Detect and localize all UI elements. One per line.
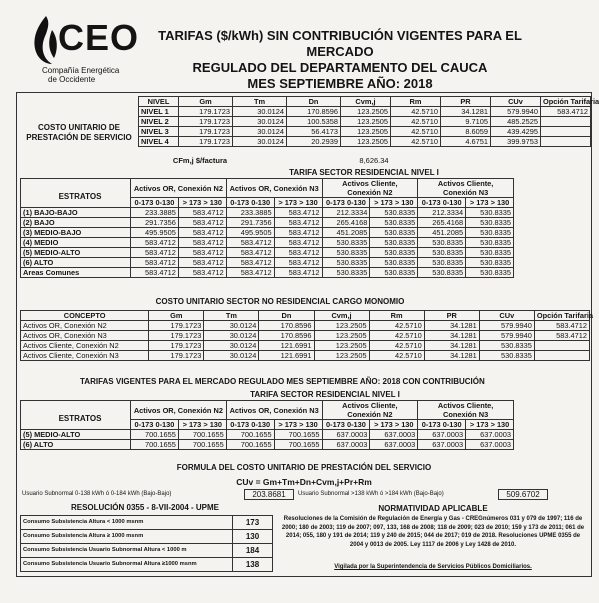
range-header: > 173 > 130: [274, 198, 322, 208]
table-cell: 42.5710: [391, 127, 441, 137]
range-header: 0-173 0-130: [226, 198, 274, 208]
table-row: [21, 440, 514, 450]
table-cell: 30.0124: [204, 341, 259, 351]
logo-subtitle: [42, 66, 119, 84]
table-cell: 530.8335: [418, 248, 466, 258]
table-cell: Consumo Subsistencia Usuario Subnormal Altura ≥1000 msnm: [21, 558, 233, 572]
table-cell: 399.9753: [491, 137, 541, 147]
table-row: [21, 208, 514, 218]
table-cell: 212.3334: [418, 208, 466, 218]
cfj-value: 8,626.34: [359, 156, 389, 165]
table-cell: 170.8596: [287, 107, 341, 117]
table-cell: 30.0124: [204, 351, 259, 361]
costo-header-cell: Cvm,j: [341, 97, 391, 107]
table-cell: 34.1281: [441, 107, 491, 117]
table-cell: 179.1723: [149, 351, 204, 361]
table-cell: 583.4712: [131, 238, 179, 248]
table-cell: Activos Cliente, Conexión N2: [21, 341, 149, 351]
group-header: Activos Cliente, Conexión N2: [322, 179, 418, 198]
table-cell: 179.1723: [149, 331, 204, 341]
noresid-header-cell: Tm: [204, 311, 259, 321]
table-cell: 100.5358: [287, 117, 341, 127]
table-cell: 530.8335: [370, 208, 418, 218]
table-cell: 179.1723: [179, 107, 233, 117]
table-cell: 579.9940: [479, 321, 534, 331]
table-cell: 42.5710: [391, 107, 441, 117]
table-cell: 583.4712: [178, 258, 226, 268]
table-cell: 530.8335: [466, 258, 514, 268]
table-cell: 637.0003: [466, 440, 514, 450]
range-header: > 173 > 130: [466, 198, 514, 208]
table-cell: 530.8335: [370, 268, 418, 278]
logo-subtitle-line1: Compañía Energética: [42, 66, 120, 75]
costo-header-cell: Opción Tarifaria: [541, 97, 591, 107]
table-cell: Activos Cliente, Conexión N3: [21, 351, 149, 361]
table-cell: 583.4712: [178, 228, 226, 238]
table-cell: 530.8335: [370, 258, 418, 268]
table-row: [21, 258, 514, 268]
table-cell: 42.5710: [391, 137, 441, 147]
costo-header-cell: Dn: [287, 97, 341, 107]
noresid-header-cell: CUv: [479, 311, 534, 321]
group-header-row: [21, 179, 514, 198]
normatividad-footer: Vigilada por la Superintendencia de Servicios Públicos Domiciliarios.: [334, 564, 532, 570]
table-cell: 9.7105: [441, 117, 491, 127]
group-header: Activos OR, Conexión N3: [226, 401, 322, 420]
cfj-label: CFm,j $/factura: [172, 156, 228, 165]
table-cell: 530.8335: [370, 218, 418, 228]
table-cell: 530.8335: [370, 228, 418, 238]
table-cell: 123.2505: [341, 127, 391, 137]
table-cell: 530.8335: [322, 268, 370, 278]
res1-estratos-label: ESTRATOS: [58, 192, 102, 201]
table-cell: 637.0003: [466, 430, 514, 440]
table-cell: 583.4712: [178, 218, 226, 228]
table-cell: 583.4712: [534, 321, 589, 331]
table-row: [21, 351, 590, 361]
table-cell: 583.4712: [541, 107, 591, 117]
table-cell: 4.6751: [441, 137, 491, 147]
table-cell: 30.0124: [233, 127, 287, 137]
group-header: Activos Cliente, Conexión N3: [418, 179, 514, 198]
table-cell: 579.9940: [491, 107, 541, 117]
group-header: Activos Cliente, Conexión N2: [322, 401, 418, 420]
table-cell: 123.2505: [314, 321, 369, 331]
table-cell: 530.8335: [322, 248, 370, 258]
table-cell: 530.8335: [370, 238, 418, 248]
table-cell: [534, 341, 589, 351]
table-row: [21, 268, 514, 278]
table-row: [139, 127, 591, 137]
noresid-header-cell: Dn: [259, 311, 314, 321]
table-cell: 530.8335: [479, 341, 534, 351]
range-header: 0-173 0-130: [418, 198, 466, 208]
table-cell: (6) ALTO: [21, 258, 131, 268]
table-cell: 30.0124: [204, 331, 259, 341]
table-cell: 530.8335: [322, 258, 370, 268]
table-cell: 637.0003: [322, 430, 370, 440]
table-cell: 700.1655: [226, 430, 274, 440]
table-cell: [541, 137, 591, 147]
table-cell: [541, 127, 591, 137]
vig-estratos-label: ESTRATOS: [58, 414, 102, 423]
table-cell: 123.2505: [341, 117, 391, 127]
range-header: 0-173 0-130: [418, 420, 466, 430]
table-cell: 583.4712: [178, 268, 226, 278]
costo-header-row: [139, 97, 591, 107]
range-header: 0-173 0-130: [131, 420, 179, 430]
res1-title: TARIFA SECTOR RESIDENCIAL NIVEL I: [289, 168, 439, 177]
costo-unitario-label: COSTO UNITARIO DE PRESTACIÓN DE SERVICIO: [26, 123, 132, 142]
table-row: [21, 430, 514, 440]
noresid-header-cell: Opción Tarifaria: [534, 311, 589, 321]
table-cell: Consumo Subsistencia Usuario Subnormal Altura < 1000 m: [21, 544, 233, 558]
table-cell: 291.7356: [131, 218, 179, 228]
table-cell: 42.5710: [369, 351, 424, 361]
table-cell: 583.4712: [226, 258, 274, 268]
table-cell: 530.8335: [322, 238, 370, 248]
logo-wordmark: CEO: [58, 17, 140, 58]
table-cell: 583.4712: [274, 208, 322, 218]
table-cell: (6) ALTO: [21, 440, 131, 450]
table-cell: 42.5710: [391, 117, 441, 127]
table-cell: 530.8335: [466, 238, 514, 248]
table-row: [21, 238, 514, 248]
table-cell: 179.1723: [179, 127, 233, 137]
table-cell: 530.8335: [466, 248, 514, 258]
table-cell: 291.7356: [226, 218, 274, 228]
ceo-flame-logo-icon: [30, 14, 60, 66]
noresid-header-cell: Gm: [149, 311, 204, 321]
table-cell: 495.9505: [131, 228, 179, 238]
table-cell: 637.0003: [418, 430, 466, 440]
table-row: [21, 218, 514, 228]
table-cell: 42.5710: [369, 341, 424, 351]
group-header: Activos Cliente, Conexión N3: [418, 401, 514, 420]
table-cell: 8.6059: [441, 127, 491, 137]
title-line2: REGULADO DEL DEPARTAMENTO DEL CAUCA: [192, 60, 488, 75]
table-cell: 530.8335: [466, 268, 514, 278]
table-cell: 530.8335: [418, 268, 466, 278]
table-row: [21, 558, 273, 572]
table-cell: 451.2085: [322, 228, 370, 238]
subnormal-2-value: 509.6702: [498, 489, 548, 500]
range-header: > 173 > 130: [178, 198, 226, 208]
table-cell: 637.0003: [370, 440, 418, 450]
table-cell: 637.0003: [322, 440, 370, 450]
table-cell: 42.5710: [369, 321, 424, 331]
table-row: [21, 331, 590, 341]
noresid-title: COSTO UNITARIO SECTOR NO RESIDENCIAL CARGO MONOMIO: [155, 297, 405, 306]
table-cell: 583.4712: [131, 268, 179, 278]
table-cell: 583.4712: [131, 258, 179, 268]
table-cell: 583.4712: [274, 258, 322, 268]
table-cell: 170.8596: [259, 321, 314, 331]
noresid-header-cell: Cvm,j: [314, 311, 369, 321]
table-cell: 173: [233, 516, 273, 530]
costo-header-cell: CUv: [491, 97, 541, 107]
table-row: [139, 117, 591, 127]
table-cell: 700.1655: [274, 430, 322, 440]
table-cell: 138: [233, 558, 273, 572]
table-cell: 583.4712: [226, 248, 274, 258]
table-cell: 451.2085: [418, 228, 466, 238]
table-cell: 30.0124: [233, 107, 287, 117]
range-header: > 173 > 130: [370, 420, 418, 430]
table-cell: 583.4712: [226, 268, 274, 278]
table-cell: 123.2505: [341, 107, 391, 117]
table-cell: 583.4712: [534, 331, 589, 341]
table-cell: 34.1281: [424, 321, 479, 331]
table-cell: 34.1281: [424, 331, 479, 341]
title-line3: MES SEPTIEMBRE AÑO: 2018: [247, 76, 433, 91]
table-cell: (5) MEDIO-ALTO: [21, 248, 131, 258]
table-cell: 530.8335: [466, 208, 514, 218]
table-cell: 495.9505: [226, 228, 274, 238]
res1-table: [20, 178, 514, 278]
table-cell: 700.1655: [131, 440, 179, 450]
page-title: [124, 28, 556, 92]
table-cell: 179.1723: [179, 137, 233, 147]
table-cell: 700.1655: [131, 430, 179, 440]
table-cell: 583.4712: [226, 238, 274, 248]
table-cell: Activos OR, Conexión N2: [21, 321, 149, 331]
range-header: > 173 > 130: [274, 420, 322, 430]
table-row: [21, 321, 590, 331]
vigentes-table: [20, 400, 514, 450]
table-cell: 184: [233, 544, 273, 558]
table-row: [139, 137, 591, 147]
table-cell: 123.2505: [314, 341, 369, 351]
table-cell: 700.1655: [274, 440, 322, 450]
table-cell: 530.8335: [418, 238, 466, 248]
range-header: 0-173 0-130: [226, 420, 274, 430]
table-cell: 530.8335: [370, 248, 418, 258]
table-cell: Activos OR, Conexión N3: [21, 331, 149, 341]
table-cell: Areas Comunes: [21, 268, 131, 278]
noresid-header-cell: Rm: [369, 311, 424, 321]
table-cell: 121.6991: [259, 351, 314, 361]
table-cell: 130: [233, 530, 273, 544]
table-cell: NIVEL 1: [139, 107, 179, 117]
formula-title: FORMULA DEL COSTO UNITARIO DE PRESTACIÓN DEL SERVICIO: [176, 463, 432, 472]
table-cell: 583.4712: [178, 208, 226, 218]
table-cell: (2) BAJO: [21, 218, 131, 228]
range-header: 0-173 0-130: [131, 198, 179, 208]
costo-header-cell: Rm: [391, 97, 441, 107]
table-row: [139, 107, 591, 117]
noresid-header-cell: CONCEPTO: [21, 311, 149, 321]
costo-header-cell: NIVEL: [139, 97, 179, 107]
table-cell: (3) MEDIO-BAJO: [21, 228, 131, 238]
table-cell: 265.4168: [322, 218, 370, 228]
table-cell: 530.8335: [479, 351, 534, 361]
table-cell: 265.4168: [418, 218, 466, 228]
group-header-row: [21, 401, 514, 420]
table-row: [21, 341, 590, 351]
table-row: [21, 228, 514, 238]
table-cell: 233.3885: [131, 208, 179, 218]
normatividad-title: NORMATIVIDAD APLICABLE: [378, 504, 488, 513]
noresid-header-cell: PR: [424, 311, 479, 321]
table-cell: 439.4295: [491, 127, 541, 137]
table-cell: 20.2939: [287, 137, 341, 147]
table-cell: 179.1723: [149, 341, 204, 351]
formula-text: CUv = Gm+Tm+Dn+Cvm,j+Pr+Rm: [236, 477, 372, 487]
table-cell: 212.3334: [322, 208, 370, 218]
table-cell: 583.4712: [178, 238, 226, 248]
group-header: Activos OR, Conexión N2: [131, 401, 227, 420]
table-cell: 530.8335: [418, 258, 466, 268]
table-cell: [534, 351, 589, 361]
resolucion-title: RESOLUCIÓN 0355 - 8-VII-2004 - UPME: [70, 503, 220, 512]
table-cell: 637.0003: [370, 430, 418, 440]
normatividad-text: Resoluciones de la Comisión de Regulación de Energía y Gas - CREGnúmeros 031 y 079 de 1997; 116 de 2000; 180 de 2003; 119 de 2007; 097, 133, 168 de 2008; 118 de 2009; 023 de 2010; 159 y 173 de 2011; 061 de 2014; 055, 180 y 191 de 2014; 119 y 240 de 2015; 044 de 2017; 019 de 2018. Resoluciones UPME 0355 de 2004 y 0013 de 2005. Ley 1117 de 2006 y Ley 1428 de 2010.: [281, 516, 585, 548]
table-cell: 30.0124: [204, 321, 259, 331]
group-header: Activos OR, Conexión N3: [226, 179, 322, 198]
range-header: > 173 > 130: [466, 420, 514, 430]
table-cell: 30.0124: [233, 117, 287, 127]
table-row: [21, 544, 273, 558]
table-cell: 170.8596: [259, 331, 314, 341]
table-cell: 583.4712: [274, 238, 322, 248]
table-cell: 637.0003: [418, 440, 466, 450]
subnormal-1-value: 203.8681: [244, 489, 294, 500]
table-cell: 579.9940: [479, 331, 534, 341]
costo-header-cell: Tm: [233, 97, 287, 107]
table-row: [21, 530, 273, 544]
table-cell: 583.4712: [274, 248, 322, 258]
estratos-header: [21, 401, 131, 430]
table-cell: (5) MEDIO-ALTO: [21, 430, 131, 440]
costo-unitario-table: [138, 96, 599, 147]
noresid-header-row: [21, 311, 590, 321]
resolucion-table: [20, 515, 273, 572]
table-cell: 583.4712: [274, 268, 322, 278]
table-cell: 34.1281: [424, 341, 479, 351]
table-cell: 179.1723: [179, 117, 233, 127]
table-row: [21, 248, 514, 258]
table-cell: NIVEL 2: [139, 117, 179, 127]
table-cell: 123.2505: [341, 137, 391, 147]
table-cell: 123.2505: [314, 351, 369, 361]
table-cell: Consumo Subsistencia Altura ≥ 1000 msnm: [21, 530, 233, 544]
vigentes-res-title: TARIFA SECTOR RESIDENCIAL NIVEL I: [250, 390, 400, 399]
logo-subtitle-line2: de Occidente: [48, 75, 96, 84]
group-header: Activos OR, Conexión N2: [131, 179, 227, 198]
title-line1: TARIFAS ($/kWh) SIN CONTRIBUCIÓN VIGENTES PARA EL MERCADO: [158, 28, 522, 59]
costo-header-cell: Gm: [179, 97, 233, 107]
table-cell: 583.4712: [131, 248, 179, 258]
noresid-table: [20, 310, 594, 361]
table-cell: 485.2525: [491, 117, 541, 127]
table-cell: 583.4712: [178, 248, 226, 258]
table-cell: (4) MEDIO: [21, 238, 131, 248]
table-cell: [541, 117, 591, 127]
table-cell: 179.1723: [149, 321, 204, 331]
subnormal-1-label: Usuario Subnormal 0-138 kWh ó 0-184 kWh (Bajo-Bajo): [22, 491, 172, 497]
subnormal-2-label: Usuario Subnormal >138 kWh ó >184 kWh (Bajo-Bajo): [298, 491, 444, 497]
table-cell: 30.0124: [233, 137, 287, 147]
table-cell: 233.3885: [226, 208, 274, 218]
table-cell: Consumo Subsistencia Altura < 1000 msnm: [21, 516, 233, 530]
table-cell: 530.8335: [466, 228, 514, 238]
vigentes-title: TARIFAS VIGENTES PARA EL MERCADO REGULADO MES SEPTIEMBRE AÑO: 2018 CON CONTRIBUCIÓN: [80, 377, 485, 386]
table-cell: 583.4712: [274, 218, 322, 228]
range-header: 0-173 0-130: [322, 198, 370, 208]
table-cell: 700.1655: [226, 440, 274, 450]
table-cell: 583.4712: [274, 228, 322, 238]
range-header: 0-173 0-130: [322, 420, 370, 430]
table-cell: NIVEL 4: [139, 137, 179, 147]
costo-header-cell: PR: [441, 97, 491, 107]
table-cell: (1) BAJO-BAJO: [21, 208, 131, 218]
table-cell: 42.5710: [369, 331, 424, 341]
table-cell: NIVEL 3: [139, 127, 179, 137]
table-cell: 123.2505: [314, 331, 369, 341]
table-cell: 121.6991: [259, 341, 314, 351]
range-header: > 173 > 130: [370, 198, 418, 208]
table-cell: 700.1655: [178, 440, 226, 450]
range-header: > 173 > 130: [178, 420, 226, 430]
table-cell: 34.1281: [424, 351, 479, 361]
table-row: [21, 516, 273, 530]
table-cell: 700.1655: [178, 430, 226, 440]
table-cell: 530.8335: [466, 218, 514, 228]
estratos-header: [21, 179, 131, 208]
table-cell: 56.4173: [287, 127, 341, 137]
